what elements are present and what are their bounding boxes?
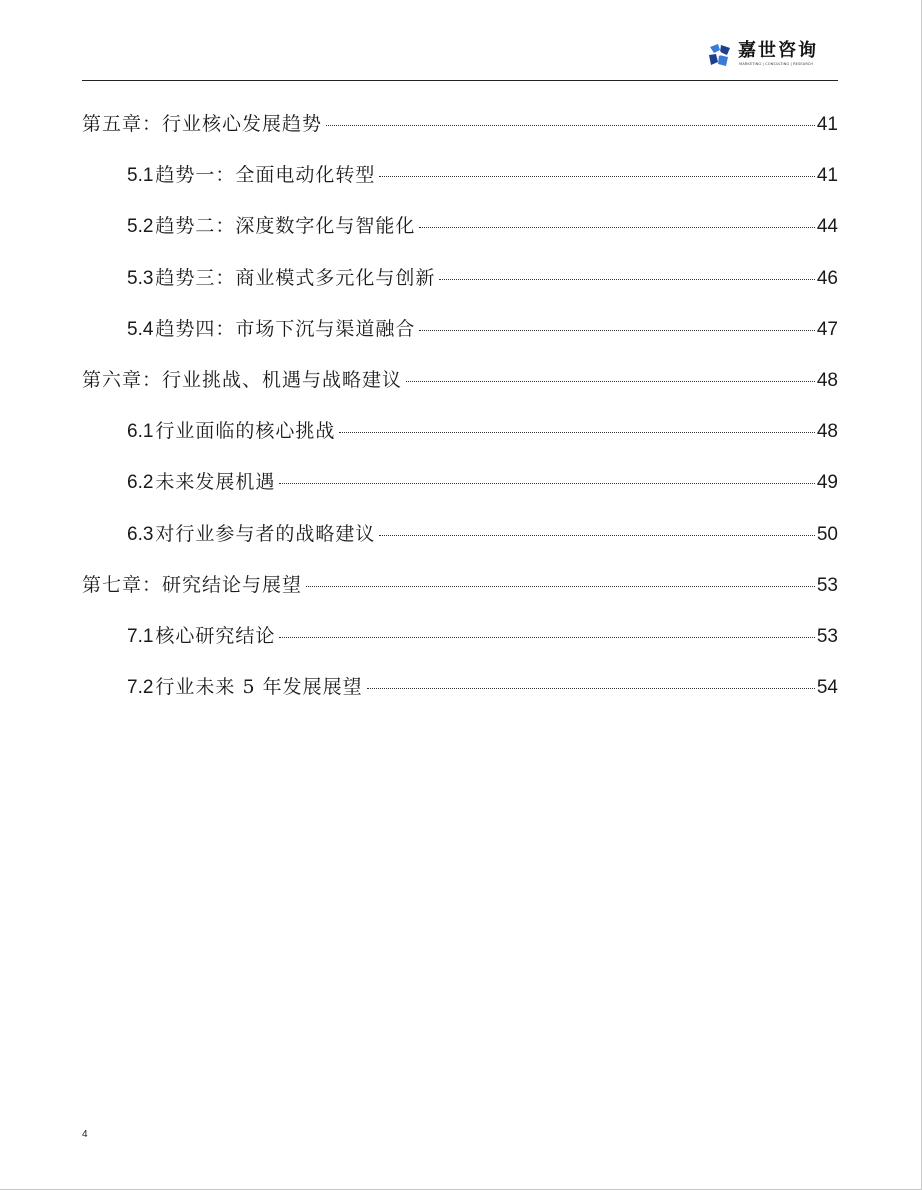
toc-entry-title — [127, 667, 363, 708]
toc-section-number: 5.4 — [127, 318, 154, 340]
toc-section-entry[interactable] — [82, 514, 838, 565]
toc-entry-text: 行业未来 5 年发展展望 — [155, 676, 363, 699]
toc-dot-leader — [367, 688, 815, 689]
toc-entry-title — [127, 462, 275, 503]
brand-logo-icon — [706, 41, 734, 69]
toc-dot-leader — [419, 330, 814, 331]
toc-entry-text: 趋势三：商业模式多元化与创新 — [155, 266, 436, 289]
toc-section-number: 6.1 — [127, 421, 154, 443]
table-of-contents — [82, 104, 838, 718]
toc-entry-title — [127, 411, 335, 452]
page-number: 4 — [82, 1129, 88, 1140]
toc-entry-title — [82, 104, 322, 144]
toc-dot-leader — [306, 586, 815, 587]
toc-entry-text: 趋势二：深度数字化与智能化 — [155, 215, 416, 238]
toc-entry-title — [82, 360, 402, 400]
toc-dot-leader — [326, 125, 815, 126]
toc-entry-title — [127, 616, 275, 657]
toc-dot-leader — [419, 227, 814, 228]
toc-page-number: 41 — [816, 114, 838, 135]
toc-section-entry[interactable] — [82, 667, 838, 718]
toc-section-number: 6.2 — [127, 472, 154, 494]
toc-entry-title — [127, 258, 435, 299]
header-rule — [82, 80, 838, 81]
toc-entry-text: 第六章：行业挑战、机遇与战略建议 — [82, 368, 403, 391]
toc-entry-text: 趋势四：市场下沉与渠道融合 — [155, 317, 416, 340]
toc-page-number: 46 — [816, 267, 838, 289]
toc-entry-text: 未来发展机遇 — [155, 471, 276, 494]
toc-entry-text: 第七章：研究结论与展望 — [82, 573, 303, 596]
toc-page-number: 48 — [816, 369, 838, 391]
toc-dot-leader — [279, 637, 814, 638]
toc-dot-leader — [279, 483, 814, 484]
toc-page-number: 41 — [816, 165, 838, 187]
toc-section-entry[interactable] — [82, 411, 838, 462]
toc-page-number: 54 — [816, 677, 838, 699]
toc-section-entry[interactable] — [82, 462, 838, 513]
toc-section-number: 7.1 — [127, 625, 154, 647]
page-header — [82, 0, 838, 81]
toc-entry-text: 第五章：行业核心发展趋势 — [82, 113, 323, 135]
toc-page-number: 53 — [816, 574, 838, 596]
brand-logo — [706, 40, 838, 70]
toc-dot-leader — [339, 432, 814, 433]
toc-page-number: 44 — [816, 216, 838, 238]
toc-page-number: 47 — [816, 318, 838, 340]
toc-dot-leader — [379, 176, 814, 177]
toc-entry-text: 行业面临的核心挑战 — [155, 420, 336, 443]
toc-dot-leader — [406, 381, 815, 382]
brand-tagline: MARKETING | CONSULTING | RESEARCH — [739, 62, 814, 66]
toc-page-number: 53 — [816, 625, 838, 647]
toc-section-entry[interactable] — [82, 206, 838, 257]
toc-section-number: 6.3 — [127, 523, 154, 545]
toc-entry-title — [127, 514, 375, 555]
toc-section-number: 5.3 — [127, 267, 154, 289]
toc-page-number: 49 — [816, 472, 838, 494]
toc-entry-text: 趋势一：全面电动化转型 — [155, 164, 376, 187]
toc-section-number: 5.1 — [127, 165, 154, 187]
toc-section-number: 7.2 — [127, 677, 154, 699]
toc-dot-leader — [379, 535, 814, 536]
toc-entry-text: 对行业参与者的战略建议 — [155, 522, 376, 545]
toc-section-entry[interactable] — [82, 258, 838, 309]
toc-chapter-entry[interactable] — [82, 565, 838, 616]
toc-section-number: 5.2 — [127, 216, 154, 238]
toc-dot-leader — [439, 279, 814, 280]
toc-page-number: 48 — [816, 421, 838, 443]
toc-chapter-entry[interactable] — [82, 360, 838, 411]
toc-section-entry[interactable] — [82, 155, 838, 206]
toc-page-number: 50 — [816, 523, 838, 545]
toc-chapter-entry[interactable] — [82, 104, 838, 155]
toc-entry-title — [127, 206, 415, 247]
toc-section-entry[interactable] — [82, 616, 838, 667]
toc-entry-title — [127, 309, 415, 350]
toc-section-entry[interactable] — [82, 309, 838, 360]
toc-entry-text: 核心研究结论 — [155, 624, 276, 647]
brand-name: 嘉世咨询 — [738, 40, 818, 61]
toc-entry-title — [127, 155, 375, 196]
toc-entry-title — [82, 565, 302, 605]
